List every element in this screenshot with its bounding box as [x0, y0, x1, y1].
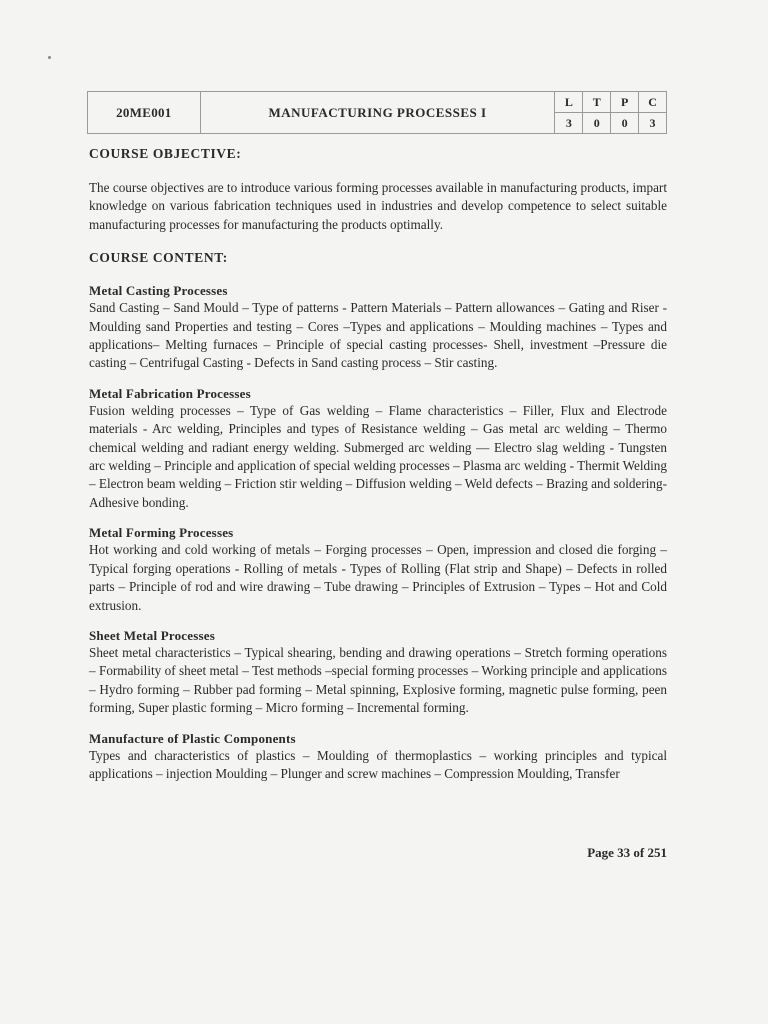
section-title-sheet-metal: Sheet Metal Processes — [89, 627, 215, 643]
course-objective-text: The course objectives are to introduce various forming processes available in manufacturing products, impart knowledge on various fabrication techniques used in industries and develop competence to select suitable manufacturing processes for manufacturing the products optimally. — [89, 180, 667, 232]
ltpc-label-l: L — [555, 92, 583, 113]
ltpc-label-t: T — [583, 92, 611, 113]
section-text-fabrication: Fusion welding processes – Type of Gas welding – Flame characteristics – Filler, Flux and Electrode materials - Arc welding, Principles and types of Resistance welding – Gas metal arc welding – Thermo chemical welding and radiant energy welding. Submerged arc welding — Electro slag welding - Tungsten arc welding – Principle and application of special welding processes – Plasma arc welding - Thermit Welding – Electron beam welding – Friction stir welding – Diffusion welding – Weld defects – Brazing and soldering- Adhesive bonding. — [89, 402, 667, 510]
course-code: 20ME001 — [88, 92, 201, 134]
course-header-table — [87, 91, 667, 134]
ltpc-value-t: 0 — [583, 113, 611, 134]
section-title-casting: Metal Casting Processes — [89, 283, 228, 299]
document-body — [89, 146, 667, 783]
ltpc-value-c: 3 — [639, 113, 667, 134]
ltpc-value-p: 0 — [611, 113, 639, 134]
section-text-sheet-metal: Sheet metal characteristics – Typical shearing, bending and drawing operations – Stretch forming operations – Formability of sheet metal – Test methods –special forming processes – Working principle and applications – Hydro forming – Rubber pad forming – Metal spinning, Explosive forming, magnetic pulse forming, peen forming, Super plastic forming – Micro forming – Incremental forming. — [89, 644, 667, 716]
course-objective-heading: COURSE OBJECTIVE: — [89, 146, 242, 161]
section-text-forming: Hot working and cold working of metals – Forging processes – Open, impression and closed die forging –Typical forging operations - Rolling of metals - Types of Rolling (Flat strip and Shape) – Defects in rolled parts – Principle of rod and wire drawing – Tube drawing – Principles of Extrusion – Types – Hot and Cold extrusion. — [89, 542, 667, 613]
section-text-plastics: Types and characteristics of plastics – Moulding of thermoplastics – working principles and typical applications – injection Moulding – Plunger and screw machines – Compression Moulding, Transfer — [89, 747, 667, 781]
ltpc-value-l: 3 — [555, 113, 583, 134]
ltpc-label-c: C — [639, 92, 667, 113]
section-title-forming: Metal Forming Processes — [89, 525, 234, 541]
ltpc-label-p: P — [611, 92, 639, 113]
course-title: MANUFACTURING PROCESSES I — [200, 92, 555, 134]
section-title-fabrication: Metal Fabrication Processes — [89, 385, 251, 401]
section-text-casting: Sand Casting – Sand Mould – Type of patterns - Pattern Materials – Pattern allowances – Gating and Riser - Moulding sand Properties and testing – Cores –Types and applications – Moulding machines – Types and applications– Melting furnaces – Principle of special casting processes- Shell, investment –Pressure die casting – Centrifugal Casting - Defects in Sand casting process – Stir casting. — [89, 300, 667, 371]
scan-speck — [48, 56, 51, 59]
page-number: Page 33 of 251 — [587, 845, 667, 860]
course-content-heading: COURSE CONTENT: — [89, 250, 228, 266]
section-title-plastics: Manufacture of Plastic Components — [89, 730, 296, 746]
